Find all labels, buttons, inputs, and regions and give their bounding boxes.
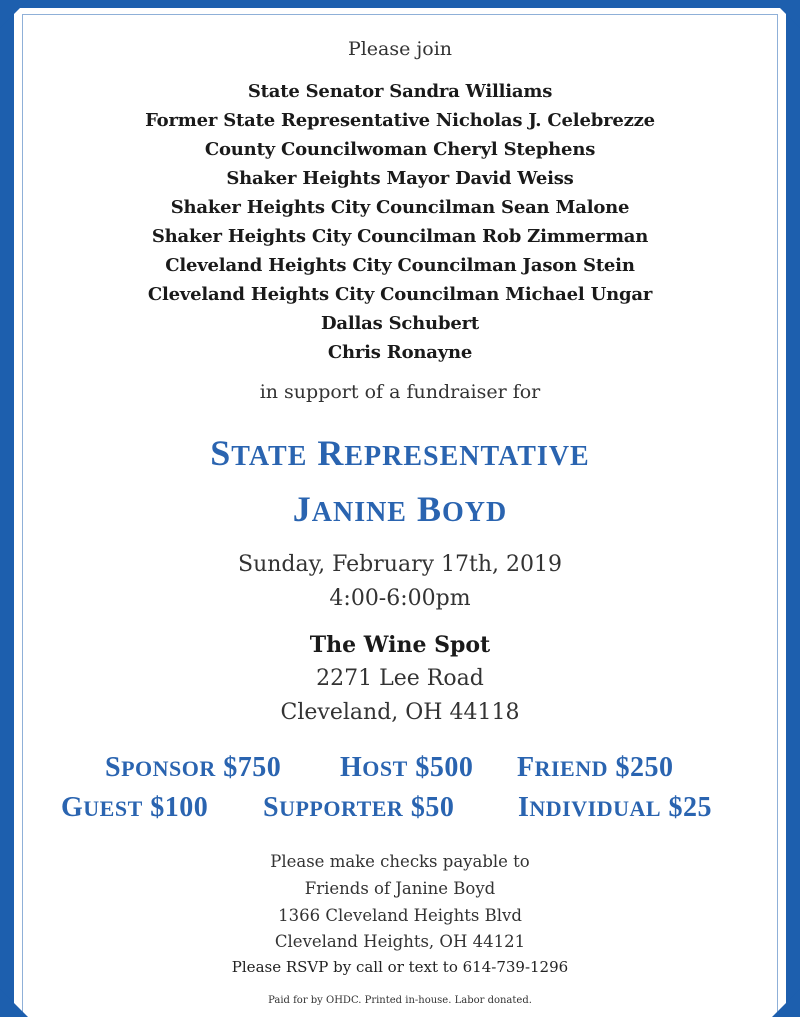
payment-city: Cleveland Heights, OH 44121 [274,932,526,951]
level-supporter [263,792,454,824]
support-text: in support of a fundraiser for [259,381,541,403]
event-address-city: Cleveland, OH 44118 [280,700,520,725]
host-name: Cleveland Heights City Councilman Jason Stein [165,255,635,276]
host-name: County Councilwoman Cheryl Stephens [204,139,596,160]
host-name: Shaker Heights City Councilman Sean Malone [170,197,630,218]
host-name: State Senator Sandra Williams [247,81,553,102]
level-guest [61,792,208,824]
host-name: Former State Representative Nicholas J. Celebrezze [145,110,655,131]
payment-payee: Friends of Janine Boyd [304,879,496,898]
corner-ornament-top-left [0,0,28,28]
host-name: Shaker Heights City Councilman Rob Zimmerman [151,226,649,247]
candidate-title-text: STATE REPRESENTATIVE [210,433,590,473]
intro-text: Please join [347,38,453,60]
corner-ornament-top-right [772,0,800,28]
level-supporter-text: SUPPORTER $50 [263,792,455,823]
host-name: Chris Ronayne [327,342,473,363]
event-date: Sunday, February 17th, 2019 [238,552,562,577]
candidate-name [0,488,800,530]
event-venue: The Wine Spot [309,632,491,658]
level-sponsor-text: SPONSOR $750 [105,752,282,783]
candidate-name-text: JANINE BOYD [292,489,508,529]
host-name: Dallas Schubert [321,313,479,334]
event-time: 4:00-6:00pm [329,586,471,611]
payment-instruction: Please make checks payable to [270,852,530,871]
level-individual-text: INDIVIDUAL $25 [518,792,713,823]
rsvp-text: Please RSVP by call or text to 614-739-1296 [231,958,569,976]
host-list [0,77,800,367]
level-friend-text: FRIEND $250 [517,752,674,783]
level-guest-text: GUEST $100 [61,792,209,823]
candidate-title [0,432,800,474]
host-name: Cleveland Heights City Councilman Michael Ungar [147,284,653,305]
level-host-text: HOST $500 [340,752,474,783]
level-friend [517,752,674,784]
event-address-street: 2271 Lee Road [316,666,484,691]
payment-street: 1366 Cleveland Heights Blvd [278,906,522,925]
disclaimer: Paid for by OHDC. Printed in-house. Labor donated. [268,995,532,1006]
host-name: Shaker Heights Mayor David Weiss [226,168,574,189]
level-sponsor [105,752,281,784]
level-host [340,752,473,784]
level-individual [518,792,712,824]
